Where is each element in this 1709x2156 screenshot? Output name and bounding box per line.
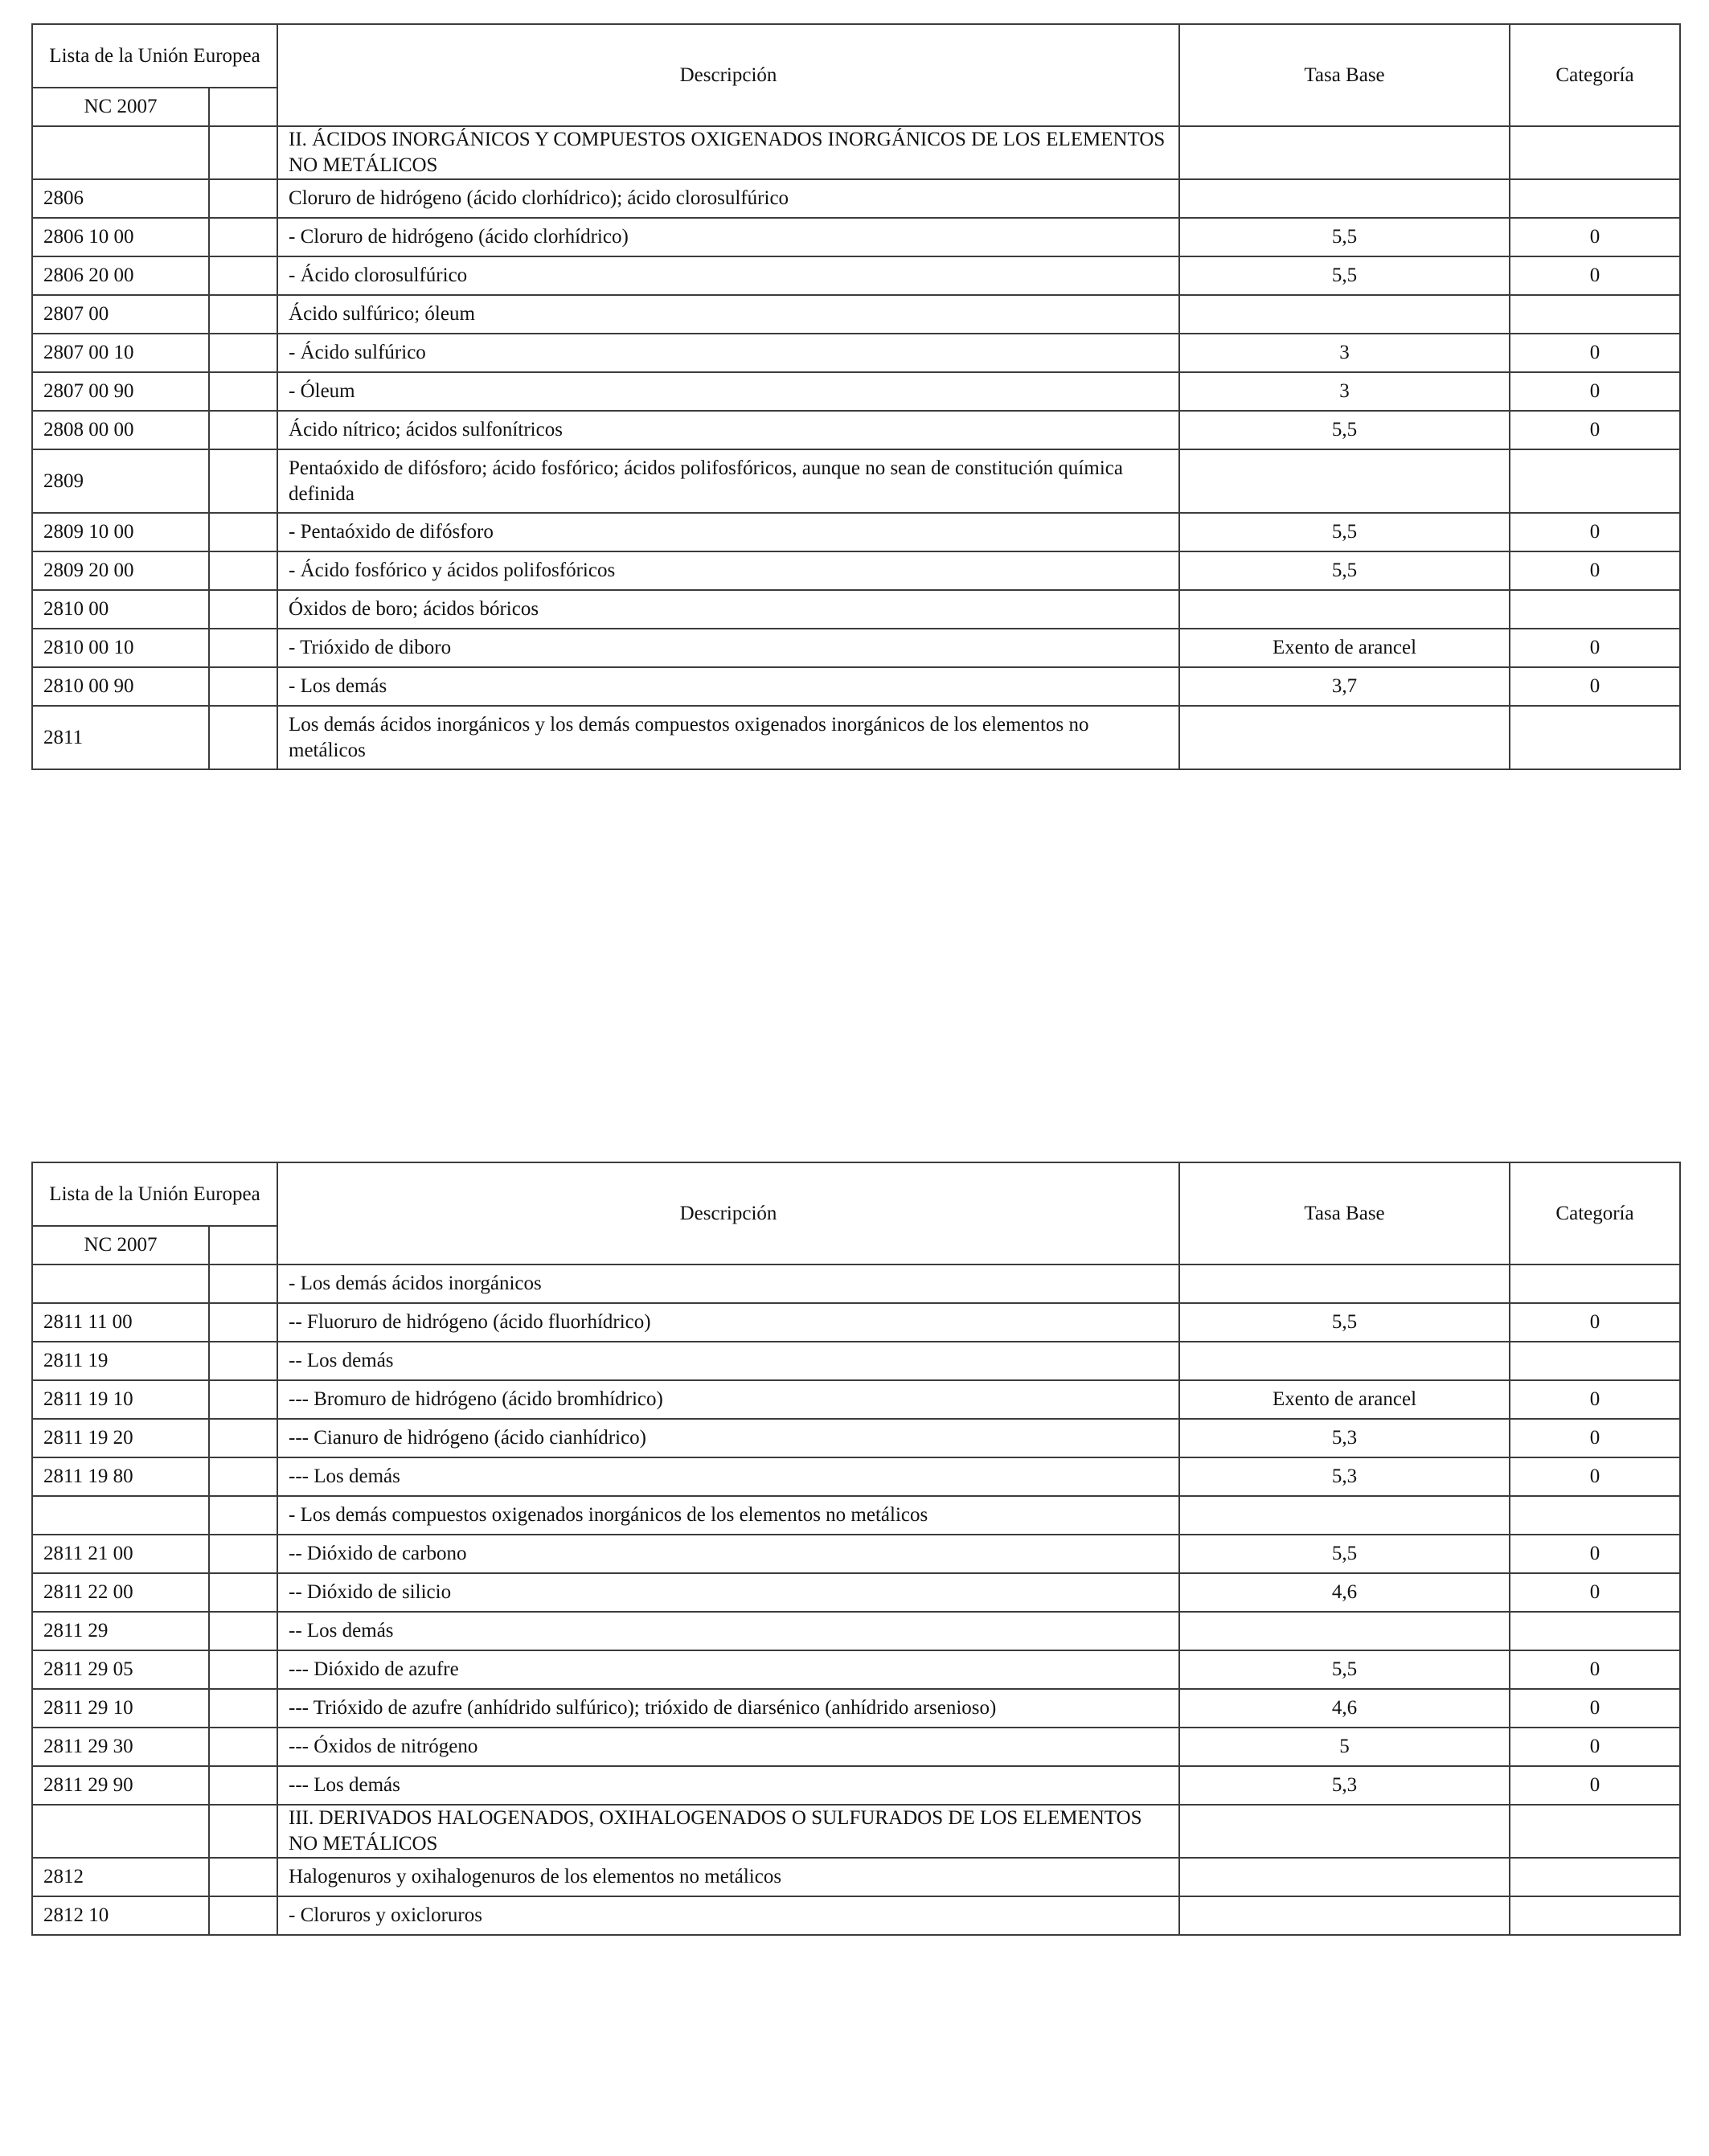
description-cell: - Cloruro de hidrógeno (ácido clorhídrico) — [277, 218, 1179, 256]
tasa-base-cell: 5,5 — [1179, 411, 1510, 449]
header-nc-2007: NC 2007 — [32, 88, 209, 126]
tasa-base-cell: 5,5 — [1179, 1303, 1510, 1342]
empty-cell — [209, 126, 277, 179]
empty-cell — [209, 1303, 277, 1342]
tasa-base-cell: 5,3 — [1179, 1419, 1510, 1457]
nc-code-cell: 2811 — [32, 706, 209, 769]
table-row — [32, 1805, 1680, 1858]
categoria-cell: 0 — [1510, 1380, 1680, 1419]
table-row — [32, 1342, 1680, 1380]
categoria-cell: 0 — [1510, 334, 1680, 372]
description-cell: - Ácido fosfórico y ácidos polifosfóricos — [277, 551, 1179, 590]
empty-cell — [209, 218, 277, 256]
description-cell: - Pentaóxido de difósforo — [277, 513, 1179, 551]
tasa-base-cell: Exento de arancel — [1179, 1380, 1510, 1419]
categoria-cell: 0 — [1510, 1766, 1680, 1805]
nc-code-cell: 2809 10 00 — [32, 513, 209, 551]
table-1-body — [32, 24, 1680, 769]
nc-code-cell: 2811 19 80 — [32, 1457, 209, 1496]
nc-code-cell: 2806 20 00 — [32, 256, 209, 295]
empty-cell — [209, 179, 277, 218]
nc-code-cell: 2812 — [32, 1858, 209, 1896]
tariff-table-2 — [31, 1162, 1681, 1936]
table-row — [32, 126, 1680, 179]
description-cell: - Ácido sulfúrico — [277, 334, 1179, 372]
nc-code-cell: 2811 11 00 — [32, 1303, 209, 1342]
description-cell: -- Fluoruro de hidrógeno (ácido fluorhídrico) — [277, 1303, 1179, 1342]
empty-cell — [209, 590, 277, 629]
tasa-base-cell: 5,5 — [1179, 256, 1510, 295]
nc-code-cell: 2809 — [32, 449, 209, 513]
description-cell: -- Los demás — [277, 1612, 1179, 1650]
nc-code-cell: 2808 00 00 — [32, 411, 209, 449]
table-row — [32, 411, 1680, 449]
header-row — [32, 24, 1680, 88]
description-cell: Cloruro de hidrógeno (ácido clorhídrico); ácido clorosulfúrico — [277, 179, 1179, 218]
categoria-cell — [1510, 1805, 1680, 1858]
table-row — [32, 256, 1680, 295]
table-row — [32, 334, 1680, 372]
description-cell: --- Trióxido de azufre (anhídrido sulfúrico); trióxido de diarsénico (anhídrido arsenioso) — [277, 1689, 1179, 1728]
header-categoria: Categoría — [1510, 1162, 1680, 1264]
categoria-cell: 0 — [1510, 1573, 1680, 1612]
categoria-cell: 0 — [1510, 1650, 1680, 1689]
categoria-cell — [1510, 1496, 1680, 1535]
nc-code-cell: 2811 29 90 — [32, 1766, 209, 1805]
nc-code-cell: 2807 00 — [32, 295, 209, 334]
nc-code-cell: 2807 00 10 — [32, 334, 209, 372]
categoria-cell — [1510, 1896, 1680, 1935]
nc-code-cell: 2811 29 10 — [32, 1689, 209, 1728]
categoria-cell: 0 — [1510, 667, 1680, 706]
tasa-base-cell: 3 — [1179, 334, 1510, 372]
categoria-cell: 0 — [1510, 411, 1680, 449]
empty-cell — [209, 1535, 277, 1573]
table-row — [32, 1535, 1680, 1573]
tasa-base-cell — [1179, 1896, 1510, 1935]
tasa-base-cell: 4,6 — [1179, 1689, 1510, 1728]
tasa-base-cell — [1179, 706, 1510, 769]
tasa-base-cell — [1179, 1342, 1510, 1380]
description-cell: - Óleum — [277, 372, 1179, 411]
categoria-cell: 0 — [1510, 629, 1680, 667]
nc-code-cell — [32, 1264, 209, 1303]
header-empty-cell — [209, 88, 277, 126]
empty-cell — [209, 1805, 277, 1858]
table-row — [32, 372, 1680, 411]
tasa-base-cell — [1179, 590, 1510, 629]
table-row — [32, 295, 1680, 334]
categoria-cell — [1510, 179, 1680, 218]
table-row — [32, 1380, 1680, 1419]
empty-cell — [209, 256, 277, 295]
tariff-table-1 — [31, 23, 1681, 770]
categoria-cell: 0 — [1510, 372, 1680, 411]
tasa-base-cell — [1179, 295, 1510, 334]
nc-code-cell: 2806 10 00 — [32, 218, 209, 256]
nc-code-cell: 2811 19 20 — [32, 1419, 209, 1457]
description-cell: - Ácido clorosulfúrico — [277, 256, 1179, 295]
description-cell: --- Óxidos de nitrógeno — [277, 1728, 1179, 1766]
table-row — [32, 1264, 1680, 1303]
table-row — [32, 590, 1680, 629]
empty-cell — [209, 1342, 277, 1380]
table-row — [32, 1612, 1680, 1650]
nc-code-cell: 2811 19 — [32, 1342, 209, 1380]
tasa-base-cell — [1179, 1805, 1510, 1858]
nc-code-cell: 2811 22 00 — [32, 1573, 209, 1612]
categoria-cell — [1510, 126, 1680, 179]
nc-code-cell: 2812 10 — [32, 1896, 209, 1935]
description-cell: --- Bromuro de hidrógeno (ácido bromhídrico) — [277, 1380, 1179, 1419]
empty-cell — [209, 1612, 277, 1650]
nc-code-cell: 2811 21 00 — [32, 1535, 209, 1573]
description-cell: III. DERIVADOS HALOGENADOS, OXIHALOGENADOS O SULFURADOS DE LOS ELEMENTOS NO METÁLICOS — [277, 1805, 1179, 1858]
header-descripcion: Descripción — [277, 1162, 1179, 1264]
nc-code-cell: 2810 00 10 — [32, 629, 209, 667]
nc-code-cell: 2809 20 00 — [32, 551, 209, 590]
description-cell: Pentaóxido de difósforo; ácido fosfórico; ácidos polifosfóricos, aunque no sean de constitución química definida — [277, 449, 1179, 513]
nc-code-cell — [32, 1496, 209, 1535]
table-row — [32, 1573, 1680, 1612]
header-lista: Lista de la Unión Europea — [32, 24, 277, 88]
header-categoria: Categoría — [1510, 24, 1680, 126]
description-cell: - Cloruros y oxicloruros — [277, 1896, 1179, 1935]
description-cell: - Trióxido de diboro — [277, 629, 1179, 667]
table-row — [32, 513, 1680, 551]
description-cell: -- Dióxido de silicio — [277, 1573, 1179, 1612]
nc-code-cell — [32, 126, 209, 179]
empty-cell — [209, 629, 277, 667]
tasa-base-cell — [1179, 126, 1510, 179]
categoria-cell — [1510, 1858, 1680, 1896]
categoria-cell: 0 — [1510, 256, 1680, 295]
empty-cell — [209, 295, 277, 334]
tasa-base-cell: Exento de arancel — [1179, 629, 1510, 667]
header-tasa-base: Tasa Base — [1179, 1162, 1510, 1264]
categoria-cell: 0 — [1510, 1689, 1680, 1728]
empty-cell — [209, 706, 277, 769]
description-cell: --- Cianuro de hidrógeno (ácido cianhídrico) — [277, 1419, 1179, 1457]
description-cell: Óxidos de boro; ácidos bóricos — [277, 590, 1179, 629]
empty-cell — [209, 1858, 277, 1896]
categoria-cell — [1510, 449, 1680, 513]
description-cell: -- Dióxido de carbono — [277, 1535, 1179, 1573]
table-row — [32, 1728, 1680, 1766]
tasa-base-cell: 3 — [1179, 372, 1510, 411]
table-row — [32, 1689, 1680, 1728]
tasa-base-cell: 5 — [1179, 1728, 1510, 1766]
empty-cell — [209, 1689, 277, 1728]
description-cell: Ácido sulfúrico; óleum — [277, 295, 1179, 334]
tasa-base-cell — [1179, 1612, 1510, 1650]
categoria-cell: 0 — [1510, 551, 1680, 590]
empty-cell — [209, 1650, 277, 1689]
categoria-cell: 0 — [1510, 1535, 1680, 1573]
empty-cell — [209, 1728, 277, 1766]
nc-code-cell: 2807 00 90 — [32, 372, 209, 411]
tasa-base-cell: 5,5 — [1179, 1535, 1510, 1573]
table-2-body — [32, 1162, 1680, 1935]
nc-code-cell: 2811 19 10 — [32, 1380, 209, 1419]
table-row — [32, 667, 1680, 706]
nc-code-cell: 2811 29 30 — [32, 1728, 209, 1766]
table-row — [32, 1896, 1680, 1935]
table-row — [32, 449, 1680, 513]
table-row — [32, 1496, 1680, 1535]
empty-cell — [209, 1457, 277, 1496]
tasa-base-cell: 5,5 — [1179, 218, 1510, 256]
empty-cell — [209, 1496, 277, 1535]
tasa-base-cell: 5,3 — [1179, 1766, 1510, 1805]
empty-cell — [209, 1573, 277, 1612]
empty-cell — [209, 1419, 277, 1457]
nc-code-cell: 2806 — [32, 179, 209, 218]
categoria-cell: 0 — [1510, 1457, 1680, 1496]
table-row — [32, 1650, 1680, 1689]
table-row — [32, 551, 1680, 590]
empty-cell — [209, 1264, 277, 1303]
categoria-cell: 0 — [1510, 1419, 1680, 1457]
tasa-base-cell: 3,7 — [1179, 667, 1510, 706]
empty-cell — [209, 551, 277, 590]
header-tasa-base: Tasa Base — [1179, 24, 1510, 126]
empty-cell — [209, 1896, 277, 1935]
header-nc-2007: NC 2007 — [32, 1226, 209, 1264]
categoria-cell: 0 — [1510, 513, 1680, 551]
nc-code-cell: 2811 29 05 — [32, 1650, 209, 1689]
table-row — [32, 1858, 1680, 1896]
table-row — [32, 1419, 1680, 1457]
description-cell: Los demás ácidos inorgánicos y los demás compuestos oxigenados inorgánicos de los elementos no metálicos — [277, 706, 1179, 769]
description-cell: --- Los demás — [277, 1457, 1179, 1496]
table-row — [32, 1303, 1680, 1342]
header-lista: Lista de la Unión Europea — [32, 1162, 277, 1226]
empty-cell — [209, 667, 277, 706]
categoria-cell — [1510, 295, 1680, 334]
table-row — [32, 629, 1680, 667]
empty-cell — [209, 372, 277, 411]
tasa-base-cell: 4,6 — [1179, 1573, 1510, 1612]
description-cell: - Los demás ácidos inorgánicos — [277, 1264, 1179, 1303]
tasa-base-cell — [1179, 1496, 1510, 1535]
categoria-cell: 0 — [1510, 218, 1680, 256]
tasa-base-cell: 5,5 — [1179, 551, 1510, 590]
empty-cell — [209, 334, 277, 372]
header-empty-cell — [209, 1226, 277, 1264]
description-cell: Ácido nítrico; ácidos sulfonítricos — [277, 411, 1179, 449]
description-cell: --- Dióxido de azufre — [277, 1650, 1179, 1689]
categoria-cell — [1510, 1612, 1680, 1650]
nc-code-cell: 2810 00 — [32, 590, 209, 629]
table-row — [32, 706, 1680, 769]
empty-cell — [209, 411, 277, 449]
nc-code-cell: 2811 29 — [32, 1612, 209, 1650]
header-row — [32, 1162, 1680, 1226]
categoria-cell — [1510, 590, 1680, 629]
empty-cell — [209, 449, 277, 513]
categoria-cell — [1510, 1342, 1680, 1380]
description-cell: - Los demás compuestos oxigenados inorgánicos de los elementos no metálicos — [277, 1496, 1179, 1535]
table-row — [32, 179, 1680, 218]
empty-cell — [209, 513, 277, 551]
description-cell: -- Los demás — [277, 1342, 1179, 1380]
tasa-base-cell — [1179, 1264, 1510, 1303]
description-cell: Halogenuros y oxihalogenuros de los elementos no metálicos — [277, 1858, 1179, 1896]
empty-cell — [209, 1380, 277, 1419]
categoria-cell: 0 — [1510, 1303, 1680, 1342]
description-cell: - Los demás — [277, 667, 1179, 706]
table-row — [32, 1766, 1680, 1805]
categoria-cell — [1510, 706, 1680, 769]
table-row — [32, 218, 1680, 256]
tasa-base-cell — [1179, 179, 1510, 218]
nc-code-cell — [32, 1805, 209, 1858]
table-row — [32, 1457, 1680, 1496]
tasa-base-cell: 5,5 — [1179, 1650, 1510, 1689]
categoria-cell: 0 — [1510, 1728, 1680, 1766]
header-descripcion: Descripción — [277, 24, 1179, 126]
description-cell: II. ÁCIDOS INORGÁNICOS Y COMPUESTOS OXIGENADOS INORGÁNICOS DE LOS ELEMENTOS NO METÁLICOS — [277, 126, 1179, 179]
categoria-cell — [1510, 1264, 1680, 1303]
nc-code-cell: 2810 00 90 — [32, 667, 209, 706]
tasa-base-cell: 5,3 — [1179, 1457, 1510, 1496]
description-cell: --- Los demás — [277, 1766, 1179, 1805]
empty-cell — [209, 1766, 277, 1805]
tasa-base-cell: 5,5 — [1179, 513, 1510, 551]
tasa-base-cell — [1179, 449, 1510, 513]
tasa-base-cell — [1179, 1858, 1510, 1896]
